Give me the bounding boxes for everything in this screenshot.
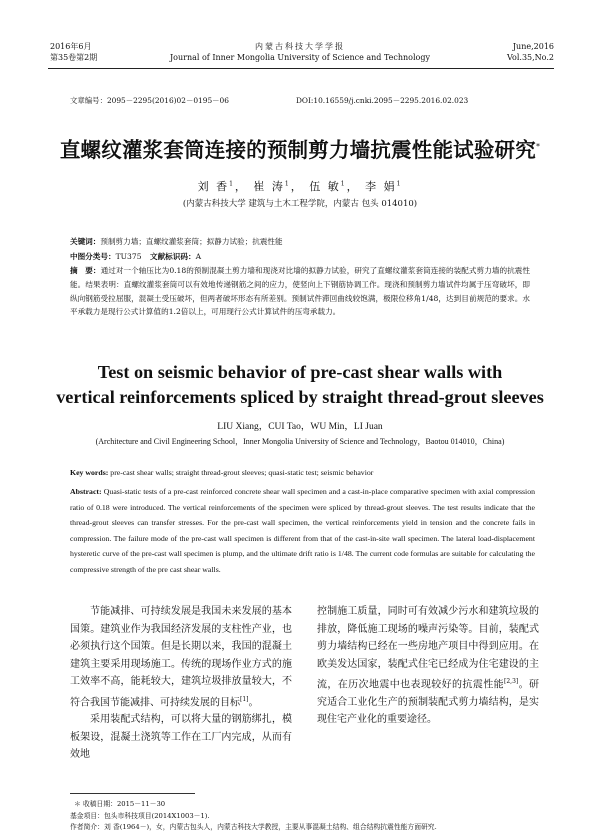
doc-code-label: 文献标识码：	[150, 252, 196, 261]
header-journal-en: Journal of Inner Mongolia University of Science and Technology	[169, 53, 431, 62]
author-cn: 崔 涛	[253, 180, 285, 193]
keywords-cn-text: 预制剪力墙；直螺纹灌浆套筒；拟静力试验；抗震性能	[100, 237, 283, 246]
citation: [1]	[240, 695, 249, 703]
abstract-cn-label: 摘 要：	[70, 266, 101, 275]
header-date-en: June,2016	[512, 42, 554, 51]
abstract-cn-text: 通过对一个轴压比为0.18的预制混凝土剪力墙和现浇对比墙的拟静力试验，研究了直螺纹灌浆套筒连接的装配式剪力墙的抗震性能。结果表明：直螺纹灌浆套筒可以有效地传递钢筋之间的应力，使竖向上下钢筋协调工作。现浇和预制剪力墙试件均属于压弯破坏，即纵向钢筋受拉屈服，混凝土受压破坏，但两者破坏形态有所差别。预制试件滞回曲线较饱满，极限位移角1/48，达到目前规范的要求。水平承载力是现行公式计算值的1.2倍以上，可用现行公式计算试件的压弯承载力。	[70, 266, 530, 317]
abstract-en-label: Abstract:	[70, 487, 102, 496]
class-label: 中图分类号：	[70, 252, 116, 261]
author-cn-affil-mark: 1	[340, 180, 347, 188]
body-paragraph	[317, 603, 539, 729]
title-en	[0, 360, 600, 410]
title-en-line2: vertical reinforcements spliced by straight thread-grout sleeves	[56, 387, 544, 407]
author-cn-affil-mark: 1	[229, 180, 235, 188]
doi: DOI:10.16559/j.cnki.2095－2295.2016.02.023	[296, 96, 469, 105]
footnotes	[70, 799, 437, 834]
article-meta	[70, 95, 469, 106]
abstract-en	[70, 484, 535, 577]
authors-cn	[0, 178, 600, 194]
author-cn-sep: ，	[234, 180, 248, 193]
footnote-received: ＊ 收稿日期：2015－11－30	[74, 800, 166, 808]
author-cn-sep: ，	[290, 180, 304, 193]
title-cn	[0, 133, 600, 163]
author-cn: 刘 香	[197, 180, 230, 193]
header-journal-cn: 内蒙古科技大学学报	[255, 42, 345, 51]
header-volume-cn: 第35卷第2期	[50, 53, 98, 62]
body-text-end: 。研究适合工业化生产的预制装配式剪力墙结构，是实现住宅产业化的重要途径。	[317, 679, 540, 726]
footnote-divider	[70, 793, 195, 794]
class-value: TU375	[115, 252, 142, 261]
abstract-en-text: Quasi-static tests of a pre-cast reinforced concrete shear wall specimen and a cast-in-place comparative specimen with axial compression ratio of 0.18 were introduced. The vertical reinforcements of the specimen were spliced by thread-grout sleeves. The test results indicate that the thread-grout sleeves can transfer stresses. For the pre-cast wall specimen, the vertical reinforcements yield in tension and the concrete fails in compression. The failure mode of the pre-cast wall specimen is different from that of the cast-in-site wall specimen. The lateral load-displacement hysteretic curve of the pre-cast wall specimen is plump, and the ultimate drift ratio is 1/48. The current code formulas are suitable for calculating the compressive strength of the pre cast shear walls.	[70, 487, 535, 574]
body-text: 节能减排、可持续发展是我国未来发展的基本国策。建筑业作为我国经济发展的支柱性产业，也必须执行这个国策。但是长期以来，我国的混凝土建筑主要采用现场施工。传统的现场作业方式的施工效率不高，能耗较大，建筑垃圾排放量较大，不符合我国节能减排、可持续发展的目标	[70, 606, 292, 708]
footnote-author: 作者简介：刘 香(1964－)，女，内蒙古包头人，内蒙古科技大学教授，主要从事混凝土结构、组合结构抗震性能方面研究.	[70, 823, 437, 831]
header-date-cn: 2016年6月	[50, 42, 92, 51]
body-text: 控制施工质量，同时可有效减少污水和建筑垃圾的排放，降低施工现场的噪声污染等。目前，装配式剪力墙结构已经在一些房地产项目中得到应用。在欧美发达国家，装配式住宅已经成为住宅建设的主流，在历次地震中也表现较好的抗震性能	[317, 606, 539, 691]
title-en-line1: Test on seismic behavior of pre-cast shear walls with	[97, 362, 503, 382]
body-paragraph: 采用装配式结构，可以将大量的钢筋绑扎，模板架设，混凝土浇筑等工作在工厂内完成，从而有效地	[70, 714, 292, 761]
doc-code-value: A	[195, 252, 202, 261]
keywords-en-label: Key words:	[70, 468, 109, 477]
keywords-cn-label: 关键词：	[70, 237, 101, 246]
body-column-left	[70, 603, 292, 764]
abstract-cn	[70, 264, 530, 319]
footnote-fund: 基金项目：包头市科技项目(2014X1003－1).	[70, 811, 210, 820]
affiliation-cn: (内蒙古科技大学 建筑与土木工程学院，内蒙古 包头 014010)	[182, 199, 418, 209]
body-text-end: 。	[248, 696, 259, 708]
title-cn-text: 直螺纹灌浆套筒连接的预制剪力墙抗震性能试验研究	[59, 138, 536, 162]
header-volume-en: Vol.35,No.2	[507, 53, 554, 62]
authors-en: LIU Xiang，CUI Tao，WU Min，LI Juan	[217, 422, 383, 432]
author-cn: 伍 敏	[309, 180, 341, 193]
keywords-en-text: pre-cast shear walls; straight thread-grout sleeves; quasi-static test; seismic behavior	[110, 468, 374, 477]
citation: [2,3]	[504, 678, 519, 685]
author-cn-affil-mark: 1	[284, 180, 291, 188]
keywords-cn	[70, 236, 283, 247]
header-divider	[48, 68, 554, 69]
title-cn-footnote-mark: *	[535, 142, 541, 152]
author-cn-affil-mark: 1	[396, 180, 403, 188]
header-issue-en	[507, 41, 554, 63]
author-cn: 李 娟	[365, 180, 397, 193]
classification-line	[70, 251, 202, 262]
body-column-right	[317, 603, 539, 729]
keywords-en	[70, 468, 535, 477]
article-number: 文章编号：2095－2295(2016)02－0195－06	[70, 96, 229, 105]
body-paragraph	[70, 603, 292, 711]
affiliation-en: (Architecture and Civil Engineering School，Inner Mongolia University of Science and Technology，Baotou 014010，China)	[95, 437, 505, 446]
author-cn-sep: ，	[346, 180, 360, 193]
doc-code	[150, 251, 201, 262]
